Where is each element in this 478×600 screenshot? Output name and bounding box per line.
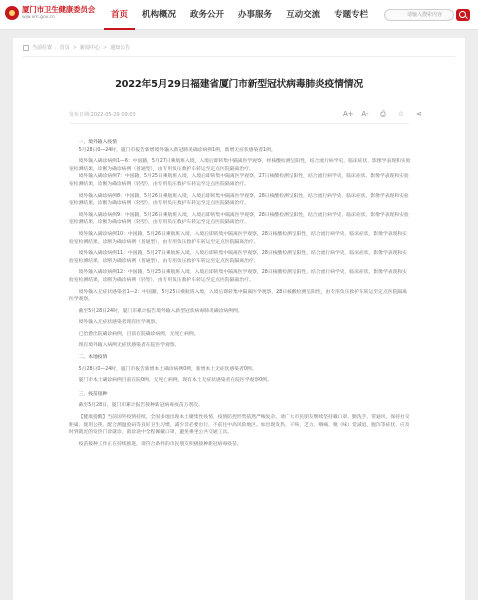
breadcrumb: 当前位置 : 首页 > 新闻中心 > 通知公告 bbox=[23, 44, 130, 51]
nav-organization[interactable]: 机构概况 bbox=[142, 10, 177, 20]
article-paragraph: 截至5月28日，厦门市累计报告接种新冠病毒疫苗万剂次。 bbox=[78, 403, 203, 409]
divider bbox=[69, 123, 409, 124]
nav-interaction[interactable]: 互动交流 bbox=[286, 10, 321, 20]
article-card bbox=[13, 38, 465, 600]
breadcrumb-home[interactable]: 首页 bbox=[59, 45, 70, 51]
article-paragraph: 境外输入确诊病例10：中国籍，5月26日乘航班入境，入境后即转集中隔离医学观察，28日核酸检测呈阳性，结合流行病学史、临床症状、影像学表现和实验室检测结果，诊断为确诊病例（普通型），由专用负压救护车转运至定点医院隔离治疗。 bbox=[69, 231, 407, 245]
article-paragraph: 疫苗接种工作正在持续推进，请符合条件的市民朋友积极接种新冠病毒疫苗。 bbox=[78, 441, 242, 447]
logo-url: wjw.xm.gov.cn bbox=[22, 15, 55, 20]
article-paragraph: 截至5月28日24时，厦门市累计报告境外输入新型冠状病毒肺炎确诊病例例。 bbox=[78, 308, 243, 314]
home-icon bbox=[23, 45, 29, 51]
search-input[interactable]: 请输入搜索内容 bbox=[384, 9, 454, 21]
article-paragraph: 已治愈出院确诊病例，目前在院确诊病例，无死亡病例。 bbox=[78, 331, 199, 337]
article-paragraph: 境外输入确诊病例9：中国籍，5月26日乘航班入境，入境后即转集中隔离医学观察，28日核酸检测呈阳性，结合流行病学史、临床症状、影像学表现和实验室检测结果，诊断为确诊病例（轻型），由专用负压救护车转运至定点医院隔离治疗。 bbox=[69, 212, 409, 226]
site-logo[interactable] bbox=[5, 4, 95, 26]
breadcrumb-notices[interactable]: 通知公告 bbox=[110, 45, 131, 51]
breadcrumb-news[interactable]: 新闻中心 bbox=[79, 45, 100, 51]
article-paragraph: 【健康提醒】当前国外疫情持续，全国多地出现本土聚集性疫情，疫情防控形势依然严峻复杂。请广大市民朋友继续坚持戴口罩、勤洗手、常通风、保持社交距离、使用公筷、配合测温验码等良好卫生习惯，减少非必要出行，不前往中高风险地区。如出现发热、干咳、乏力、咽痛、嗅（味）觉减退、腹泻等症状，应及时到就近的发热门诊就诊，就诊途中全程佩戴口罩，避免乘坐公共交通工具。 bbox=[69, 415, 410, 436]
article-paragraph: 厦门市本土确诊病例目前在院0例，无死亡病例，现有本土无症状感染者在院医学观察0例。 bbox=[78, 378, 272, 384]
star-icon[interactable]: ☆ bbox=[397, 110, 405, 118]
share-icon[interactable]: ⋖ bbox=[416, 110, 422, 118]
article-paragraph: 境外输入无症状感染者现有医学观察。 bbox=[78, 320, 161, 326]
nav-services[interactable]: 办事服务 bbox=[238, 10, 273, 20]
emblem-icon bbox=[5, 6, 19, 20]
article-paragraph: 境外输入确诊病例12：中国籍，5月25日乘航班入境，入境后即转集中隔离医学观察，28日核酸检测呈阳性，结合流行病学史、临床症状、影像学表现和实验室检测结果，诊断为确诊病例（轻型），由专用负压救护车转运至定点医院隔离治疗。 bbox=[69, 270, 407, 283]
article-paragraph: 境外输入确诊病例11：中国籍，5月27日乘航班入境，入境后即转集中隔离医学观察，28日核酸检测呈阳性，结合流行病学史、临床症状、影像学表现和实验室检测结果，诊断为确诊病例（普通型），由专用负压救护车转运至定点医院隔离治疗。 bbox=[69, 251, 407, 264]
article-tools bbox=[343, 110, 423, 118]
article-paragraph: 境外输入确诊病例7：中国籍，5月25日乘航班入境，入境后即转集中隔离医学观察，27日核酸检测呈阳性，结合流行病学史、临床症状、影像学表现和实验室检测结果，诊断为确诊病例（轻型），由专用负压救护车转运至定点医院隔离治疗。 bbox=[69, 174, 409, 187]
nav-special-topics[interactable]: 专题专栏 bbox=[334, 10, 369, 20]
print-icon[interactable]: ⎙ bbox=[380, 110, 386, 118]
article-paragraph: 境外输入确诊病例8：中国籍，5月26日乘航班入境，入境后即转集中隔离医学观察，28日核酸检测呈阳性，结合流行病学史、临床症状、影像学表现和实验室检测结果，诊断为确诊病例（轻型），由专用负压救护车转运至定点医院隔离治疗。 bbox=[69, 193, 409, 207]
main-nav bbox=[104, 0, 375, 30]
page-title: 2022年5月29日福建省厦门市新型冠状病毒肺炎疫情情况 bbox=[115, 79, 363, 90]
article-paragraph: 三、疫苗接种 bbox=[78, 391, 108, 397]
nav-government-affairs[interactable]: 政务公开 bbox=[190, 10, 225, 20]
logo-text: 厦门市卫生健康委员会 bbox=[22, 5, 95, 14]
search-icon[interactable] bbox=[456, 9, 470, 21]
article-paragraph: 境外输入确诊病例1—6：中国籍，5月27日乘航班入境，入境后即转集中隔离医学观察，经核酸检测呈阳性，结合流行病学史、临床症状、影像学表现和实验室检测结果，诊断为确诊病例（普通型），由专用负压救护车转运至定点医院隔离治疗。 bbox=[69, 159, 411, 172]
article-paragraph: 5月28日0—24时，厦门市报告新增本土确诊病例0例，新增本土无症状感染者0例。 bbox=[78, 366, 257, 372]
article-paragraph: 一、境外输入疫情 bbox=[78, 140, 117, 145]
breadcrumb-label: 当前位置 bbox=[32, 45, 53, 51]
article-body bbox=[69, 139, 411, 452]
article-paragraph: 5月28日0—24时，厦门市报告新增境外输入新冠肺炎确诊病例1例，新增无症状感染者1例。 bbox=[78, 147, 276, 153]
article-paragraph: 现有境外输入病例无症状感染者在院医学观察。 bbox=[78, 343, 180, 349]
nav-home[interactable]: 首页 bbox=[104, 0, 135, 30]
article-paragraph: 境外输入无症状感染者1—2：中国籍，5月25日乘航班入境，入境后即转集中隔离医学观察，28日核酸检测呈阳性，由专用负压救护车转运至定点医院隔离医学观察。 bbox=[69, 289, 407, 303]
article-paragraph: 二、本地疫情 bbox=[78, 355, 108, 361]
font-increase-button[interactable]: A+ bbox=[343, 110, 354, 118]
font-decrease-button[interactable]: A- bbox=[361, 110, 369, 118]
divider bbox=[23, 56, 455, 57]
publish-date: 发布日期:2022-05-29 09:03 bbox=[69, 112, 136, 118]
site-header bbox=[0, 0, 478, 30]
